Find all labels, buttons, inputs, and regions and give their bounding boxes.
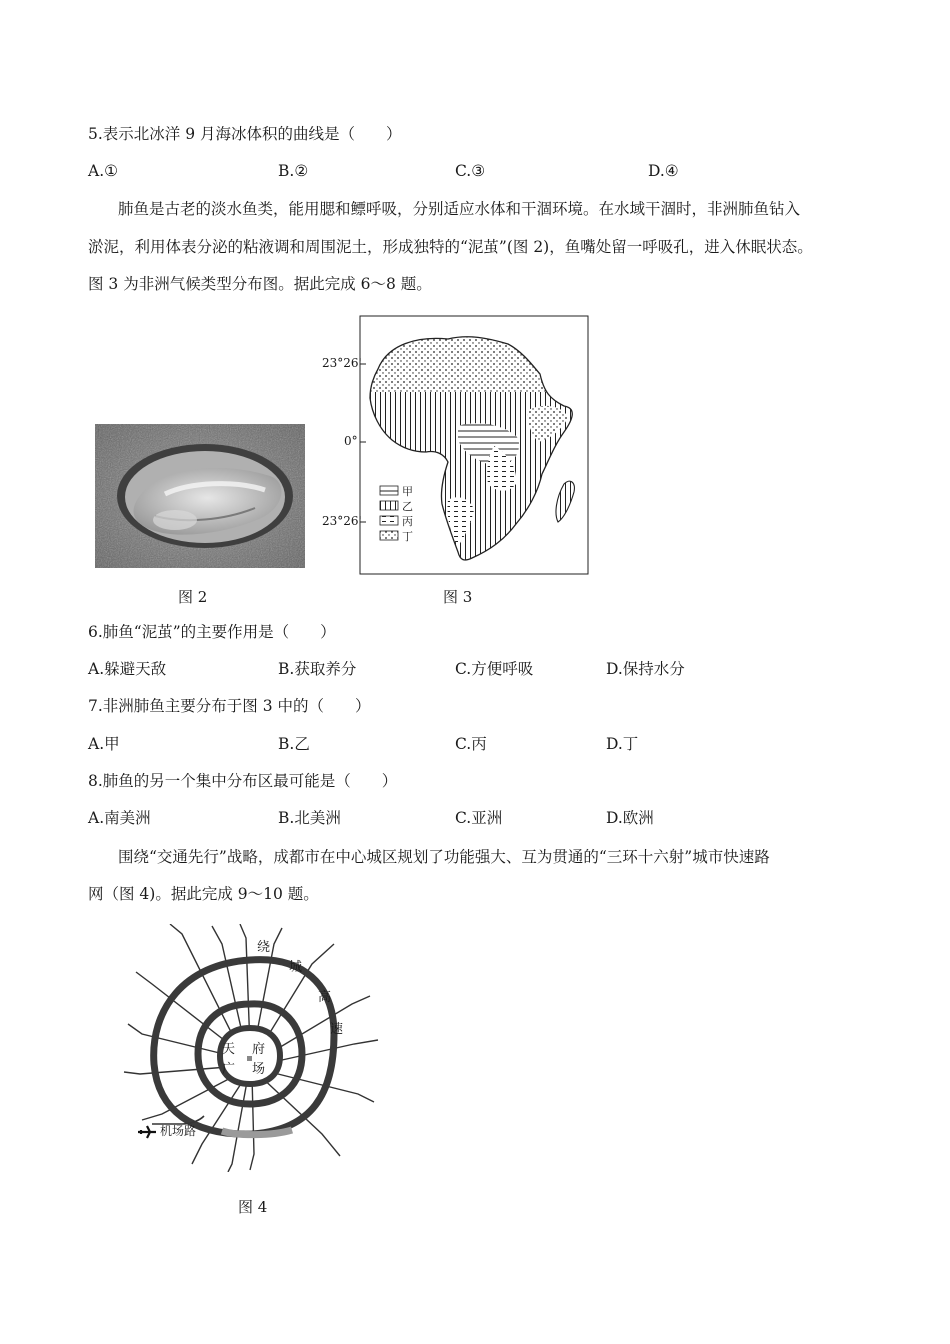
q7-option-a: A.甲 xyxy=(88,735,120,753)
lungfish-cocoon-photo xyxy=(95,424,305,568)
lat-north-label: 23°26' xyxy=(322,356,362,370)
q6-option-b: B.获取养分 xyxy=(278,660,357,678)
q8-option-b: B.北美洲 xyxy=(278,809,341,827)
q6-option-d: D.保持水分 xyxy=(606,660,685,678)
passage1-line3: 图 3 为非洲气候类型分布图。据此完成 6～8 题。 xyxy=(88,275,432,293)
airport-road-label: 机场路 xyxy=(160,1124,197,1138)
q7-stem: 7.非洲肺鱼主要分布于图 3 中的（ ） xyxy=(88,697,371,715)
legend-jia: 甲 xyxy=(402,485,413,498)
legend-ding: 丁 xyxy=(402,530,413,543)
q5-option-d: D.④ xyxy=(648,162,679,180)
q8-option-c: C.亚洲 xyxy=(455,809,503,827)
highway-char-2: 城 xyxy=(289,960,303,975)
q8-stem: 8.肺鱼的另一个集中分布区最可能是（ ） xyxy=(88,772,398,790)
lat-south-label: 23°26' xyxy=(322,514,362,528)
passage1-line1: 肺鱼是古老的淡水鱼类，能用腮和鳔呼吸，分别适应水体和干涸环境。在水域干涸时，非洲肺鱼钻入 xyxy=(118,200,801,218)
q6-option-c: C.方便呼吸 xyxy=(455,660,534,678)
q7-option-b: B.乙 xyxy=(278,735,310,753)
highway-char-3: 高 xyxy=(318,990,332,1005)
q5-stem: 5.表示北冰洋 9 月海冰体积的曲线是（ ） xyxy=(88,125,402,143)
center-char-4: 场 xyxy=(252,1062,266,1077)
q6-option-a: A.躲避天敌 xyxy=(88,660,167,678)
fig4-caption: 图 4 xyxy=(238,1198,268,1216)
q8-option-d: D.欧洲 xyxy=(606,809,654,827)
center-char-2: 府 xyxy=(252,1042,266,1057)
legend-bing: 丙 xyxy=(402,515,413,528)
passage2-line1: 围绕“交通先行”战略，成都市在中心城区规划了功能强大、互为贯通的“三环十六射”城市快速路 xyxy=(118,848,770,866)
lat-equator-label: 0° xyxy=(344,434,358,448)
africa-climate-map xyxy=(318,314,590,576)
highway-char-1: 绕 xyxy=(257,940,271,955)
q7-option-c: C.丙 xyxy=(455,735,487,753)
fig3-caption: 图 3 xyxy=(443,588,473,606)
passage2-line2: 网（图 4)。据此完成 9～10 题。 xyxy=(88,885,319,903)
q8-option-a: A.南美洲 xyxy=(88,809,151,827)
fig2-caption: 图 2 xyxy=(178,588,208,606)
q5-option-b: B.② xyxy=(278,162,309,180)
q5-option-a: A.① xyxy=(88,162,119,180)
legend-yi: 乙 xyxy=(402,500,413,513)
q6-stem: 6.肺鱼“泥茧”的主要作用是（ ） xyxy=(88,623,336,641)
highway-char-4: 速 xyxy=(330,1022,344,1037)
q5-option-c: C.③ xyxy=(455,162,486,180)
airplane-icon xyxy=(138,1126,156,1138)
chengdu-ring-road-map xyxy=(122,924,380,1172)
passage1-line2: 淤泥，利用体表分泌的粘液调和周围泥土，形成独特的“泥茧”(图 2)，鱼嘴处留一呼吸孔，进入休眠状态。 xyxy=(88,238,813,256)
center-char-1: 天 xyxy=(222,1042,236,1057)
q7-option-d: D.丁 xyxy=(606,735,639,753)
center-char-3: 广 xyxy=(222,1062,236,1077)
